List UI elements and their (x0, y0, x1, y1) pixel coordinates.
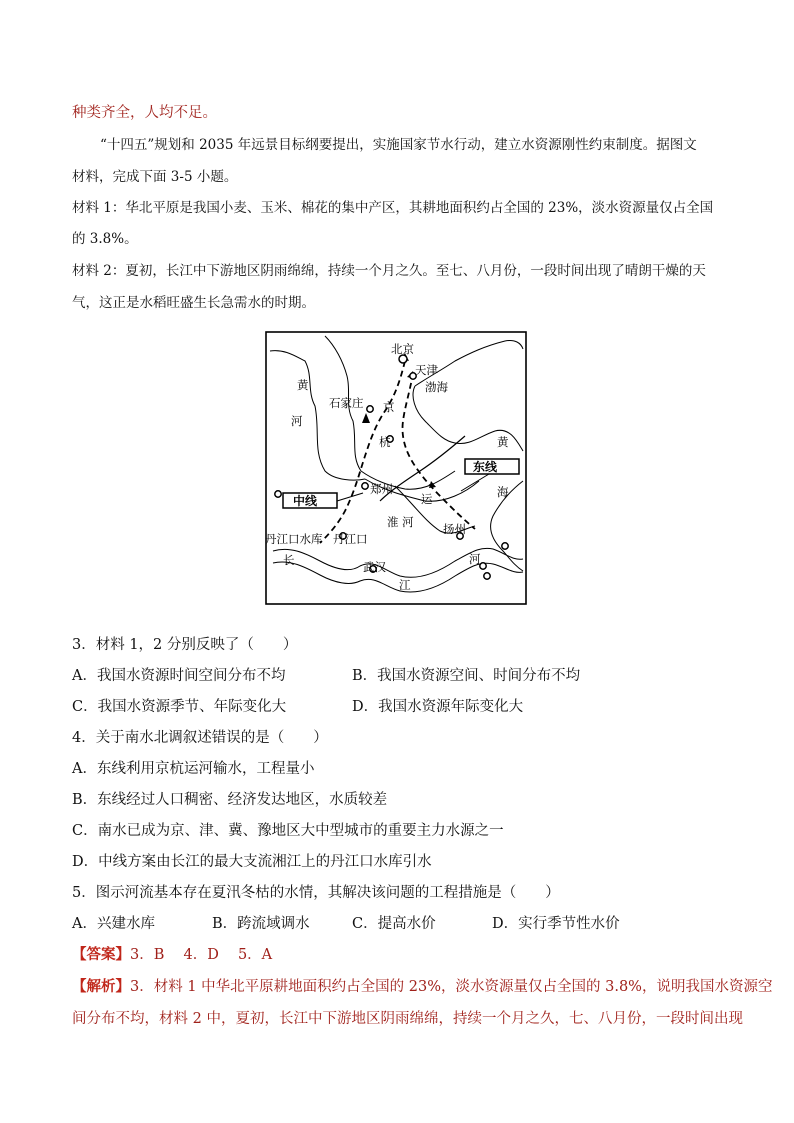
label-zhengzhou: 郑州 (370, 482, 393, 496)
answer-label: 【答案】 (72, 946, 130, 963)
label-he: 河 (469, 552, 481, 566)
question-4-option-b[interactable]: B．东线经过人口稠密、经济发达地区，水质较差 (72, 792, 388, 808)
question-5-option-d[interactable]: D．实行季节性水价 (492, 916, 620, 932)
label-chang: 长 (283, 553, 295, 567)
intro-line-1: “十四五”规划和 2035 年远景目标纲要提出，实施国家节水行动，建立水资源刚性约束制度。据图文 (100, 137, 697, 153)
question-5-option-a[interactable]: A．兴建水库 (72, 916, 155, 932)
zhengzhou-dot (362, 483, 368, 489)
label-east-line: 东线 (473, 460, 498, 474)
label-huang-river-1: 黄 (297, 378, 309, 392)
beijing-dot (399, 355, 407, 363)
label-shijiazhuang: 石家庄 (329, 396, 364, 410)
label-yangzhou: 扬州 (443, 522, 466, 536)
intro-line-2: 材料，完成下面 3-5 小题。 (72, 169, 238, 185)
label-jiang: 江 (399, 578, 411, 592)
question-5-stem: 5．图示河流基本存在夏汛冬枯的水情，其解决该问题的工程措施是（ ） (72, 885, 560, 901)
label-yun: 运 (421, 492, 433, 506)
label-beijing: 北京 (391, 342, 414, 356)
analysis-line-2: 间分布不均，材料 2 中，夏初，长江中下游地区阴雨绵绵，持续一个月之久，七、八月份，一段时间出现 (72, 1011, 743, 1027)
south-north-water-transfer-map (265, 331, 527, 605)
question-4-option-d[interactable]: D．中线方案由长江的最大支流湘江上的丹江口水库引水 (72, 854, 432, 870)
question-5-option-c[interactable]: C．提高水价 (352, 916, 436, 932)
question-4-option-a[interactable]: A．东线利用京杭运河输水，工程量小 (72, 761, 315, 777)
answer-text: 3．B 4．D 5．A (130, 947, 273, 963)
map-figure (265, 331, 527, 605)
analysis-line-1: 3．材料 1 中华北平原耕地面积约占全国的 23%，淡水资源量仅占全国的 3.8%，说明我国水资源空 (130, 979, 773, 995)
question-3-stem: 3．材料 1，2 分别反映了（ ） (72, 637, 298, 653)
analysis-label: 【解析】 (72, 978, 130, 995)
label-danjiangkou: 丹江口 (333, 532, 368, 546)
east-city-dot-3 (484, 573, 490, 579)
label-wuhan: 武汉 (363, 560, 386, 574)
east-city-dot-1 (480, 563, 486, 569)
answer-row (72, 943, 272, 964)
shijiazhuang-dot (367, 406, 373, 412)
west-city-dot (275, 491, 281, 497)
question-4-stem: 4．关于南水北调叙述错误的是（ ） (72, 730, 328, 746)
question-3-option-b[interactable]: B．我国水资源空间、时间分布不均 (352, 668, 581, 684)
question-4-option-c[interactable]: C．南水已成为京、津、冀、豫地区大中型城市的重要主力水源之一 (72, 823, 504, 839)
analysis-row-1 (72, 975, 772, 996)
question-5-option-b[interactable]: B．跨流域调水 (212, 916, 310, 932)
label-huai-river: 淮 河 (387, 515, 414, 529)
material-1-line-2: 的 3.8%。 (72, 231, 138, 247)
label-huang-river-2: 河 (291, 414, 303, 428)
question-3-option-a[interactable]: A．我国水资源时间空间分布不均 (72, 668, 286, 684)
header-text: 种类齐全，人均不足。 (72, 105, 217, 121)
label-huang-sea-1: 黄 (497, 435, 509, 449)
east-city-dot-2 (502, 543, 508, 549)
label-bohai: 渤海 (425, 380, 448, 394)
material-2-line-2: 气，这正是水稻旺盛生长急需水的时期。 (72, 295, 315, 311)
label-huang-sea-2: 海 (497, 485, 509, 499)
label-middle-line: 中线 (293, 494, 318, 508)
question-3-option-d[interactable]: D．我国水资源年际变化大 (352, 699, 524, 715)
question-3-option-c[interactable]: C．我国水资源季节、年际变化大 (72, 699, 287, 715)
material-1-line-1: 材料 1：华北平原是我国小麦、玉米、棉花的集中产区，其耕地面积约占全国的 23%，淡水资源量仅占全国 (72, 200, 714, 216)
label-hang: 杭 (379, 435, 391, 449)
material-2-line-1: 材料 2：夏初，长江中下游地区阴雨绵绵，持续一个月之久。至七、八月份，一段时间出现了晴朗干燥的天 (72, 263, 706, 279)
label-danjiangkou-reservoir: 丹江口水库 (265, 532, 323, 546)
label-tianjin: 天津 (415, 363, 438, 377)
label-jing: 京 (383, 400, 395, 414)
